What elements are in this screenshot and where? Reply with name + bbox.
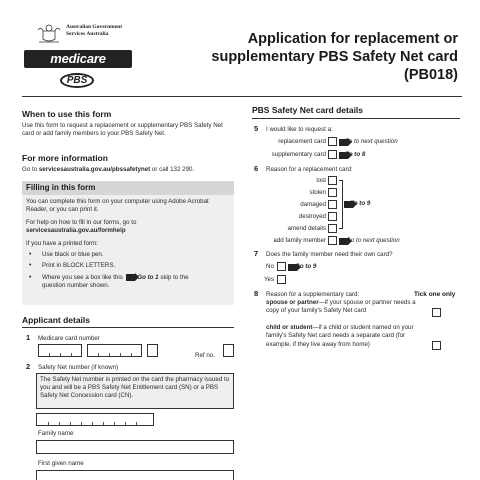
q7-yes-label: Yes bbox=[264, 276, 275, 283]
q6-lost-checkbox[interactable] bbox=[328, 176, 337, 185]
q5-replacement-label: replacement card bbox=[278, 138, 326, 145]
pbs-logo: PBS bbox=[60, 73, 94, 88]
ref-no-label: Ref no. bbox=[195, 352, 215, 359]
q6-label: Reason for a replacement card: bbox=[266, 166, 353, 173]
q5-replacement-checkbox[interactable] bbox=[328, 137, 337, 146]
q8-spouse-checkbox[interactable] bbox=[432, 308, 441, 317]
q6-number: 6 bbox=[254, 164, 259, 173]
family-name-label: Family name bbox=[38, 430, 74, 437]
q7-goto: Go to 9 bbox=[295, 263, 317, 270]
q8-tick-one: Tick one only bbox=[414, 291, 456, 298]
safety-net-number-field[interactable] bbox=[36, 413, 154, 426]
card-details-divider bbox=[252, 118, 460, 119]
fill-text-2: For help on how to fill in our forms, go to bbox=[26, 218, 137, 226]
q8-spouse-option: spouse or partner—if your spouse or partner needs a copy of your family's Safety Net card bbox=[266, 299, 416, 315]
q2-label: Safety Net number (if known) bbox=[38, 364, 119, 371]
q8-number: 8 bbox=[254, 289, 259, 298]
applicant-divider bbox=[22, 327, 234, 328]
filling-heading: Filling in this form bbox=[22, 181, 234, 195]
q8-child-checkbox[interactable] bbox=[432, 341, 441, 350]
q1-number: 1 bbox=[26, 333, 31, 342]
bullet-pen: • Use black or blue pen. bbox=[26, 251, 230, 259]
q6-option-stolen: stolen bbox=[309, 189, 326, 196]
q6-amend-checkbox[interactable] bbox=[328, 224, 337, 233]
q6-add-family-checkbox[interactable] bbox=[328, 236, 337, 245]
q7-number: 7 bbox=[254, 249, 259, 258]
family-name-input[interactable] bbox=[36, 440, 234, 454]
q6-bracket bbox=[339, 180, 343, 229]
medicare-number-part2[interactable] bbox=[87, 344, 142, 357]
q7-yes-checkbox[interactable] bbox=[277, 275, 286, 284]
more-info-text: Go to servicesaustralia.gov.au/pbssafetynet or call 132 290. bbox=[22, 166, 195, 173]
first-given-name-label: First given name bbox=[38, 460, 84, 467]
coat-of-arms-icon bbox=[36, 22, 62, 44]
when-heading: When to use this form bbox=[22, 109, 112, 119]
when-text: Use this form to request a replacement or supplementary PBS Safety Net card or add family members to your PBS Safety Net. bbox=[22, 122, 223, 138]
goto-arrow-icon bbox=[126, 274, 135, 281]
q6-stolen-checkbox[interactable] bbox=[328, 188, 337, 197]
q5-number: 5 bbox=[254, 124, 259, 133]
form-help-link[interactable]: servicesaustralia.gov.au/formhelp bbox=[26, 227, 126, 235]
q6-add-family-goto: Go to next question bbox=[346, 237, 400, 244]
q6-option-add-family: add family member bbox=[273, 237, 326, 244]
bullet-goto: • Where you see a box like this Go to 1 skip to the question number shown. bbox=[26, 274, 230, 291]
q2-number: 2 bbox=[26, 362, 31, 371]
card-details-heading: PBS Safety Net card details bbox=[252, 105, 364, 115]
applicant-heading: Applicant details bbox=[22, 315, 91, 325]
filling-in-form-panel bbox=[22, 181, 234, 305]
q1-label: Medicare card number bbox=[38, 335, 100, 342]
first-given-name-input[interactable] bbox=[36, 470, 234, 480]
q5-supplementary-goto: Go to 8 bbox=[344, 151, 366, 158]
fill-text-3: If you have a printed form: bbox=[26, 239, 98, 247]
q8-label: Reason for a supplementary card: bbox=[266, 291, 360, 298]
q6-damaged-checkbox[interactable] bbox=[328, 200, 337, 209]
q6-option-amend: amend details bbox=[287, 225, 326, 232]
medicare-number-part3[interactable] bbox=[147, 344, 158, 357]
q6-option-destroyed: destroyed bbox=[298, 213, 326, 220]
q6-destroyed-checkbox[interactable] bbox=[328, 212, 337, 221]
q6-option-lost: lost bbox=[316, 177, 326, 184]
q5-replacement-goto: Go to next question bbox=[344, 138, 398, 145]
q5-supplementary-checkbox[interactable] bbox=[328, 150, 337, 159]
q7-label: Does the family member need their own card? bbox=[266, 251, 393, 258]
bullet-block-letters: • Print in BLOCK LETTERS. bbox=[26, 262, 230, 270]
header-divider bbox=[22, 96, 462, 97]
q6-option-damaged: damaged bbox=[300, 201, 326, 208]
form-title: Application for replacement or supplementary PBS Safety Net card (PB018) bbox=[211, 31, 458, 83]
q6-goto: Go to 9 bbox=[349, 200, 371, 207]
medicare-number-part1[interactable] bbox=[38, 344, 82, 357]
q5-supplementary-label: supplementary card bbox=[271, 151, 326, 158]
government-wordmark: Australian Government Services Australia bbox=[66, 24, 123, 37]
q2-info-box: The Safety Net number is printed on the card the pharmacy issued to you and will be a PBS Safety Net Entitlement card (SN) or a PBS Safety Net Concession card (CN). bbox=[36, 373, 234, 409]
medicare-ref-no[interactable] bbox=[223, 344, 234, 357]
q8-child-option: child or student—if a child or student named on your family's Safety Net card needs a separate card (for example, if they live away from home) bbox=[266, 324, 414, 348]
fill-text-1: You can complete this form on your computer using Adobe Acrobat Reader, or you can print it. bbox=[26, 198, 209, 214]
q7-no-checkbox[interactable] bbox=[277, 262, 286, 271]
q5-label: I would like to request a: bbox=[266, 126, 333, 133]
safety-net-link[interactable]: servicesaustralia.gov.au/pbssafetynet bbox=[38, 166, 151, 173]
form-header bbox=[0, 0, 480, 94]
medicare-logo: medicare bbox=[24, 50, 132, 68]
q7-no-label: No bbox=[266, 263, 274, 270]
more-info-heading: For more information bbox=[22, 153, 108, 163]
